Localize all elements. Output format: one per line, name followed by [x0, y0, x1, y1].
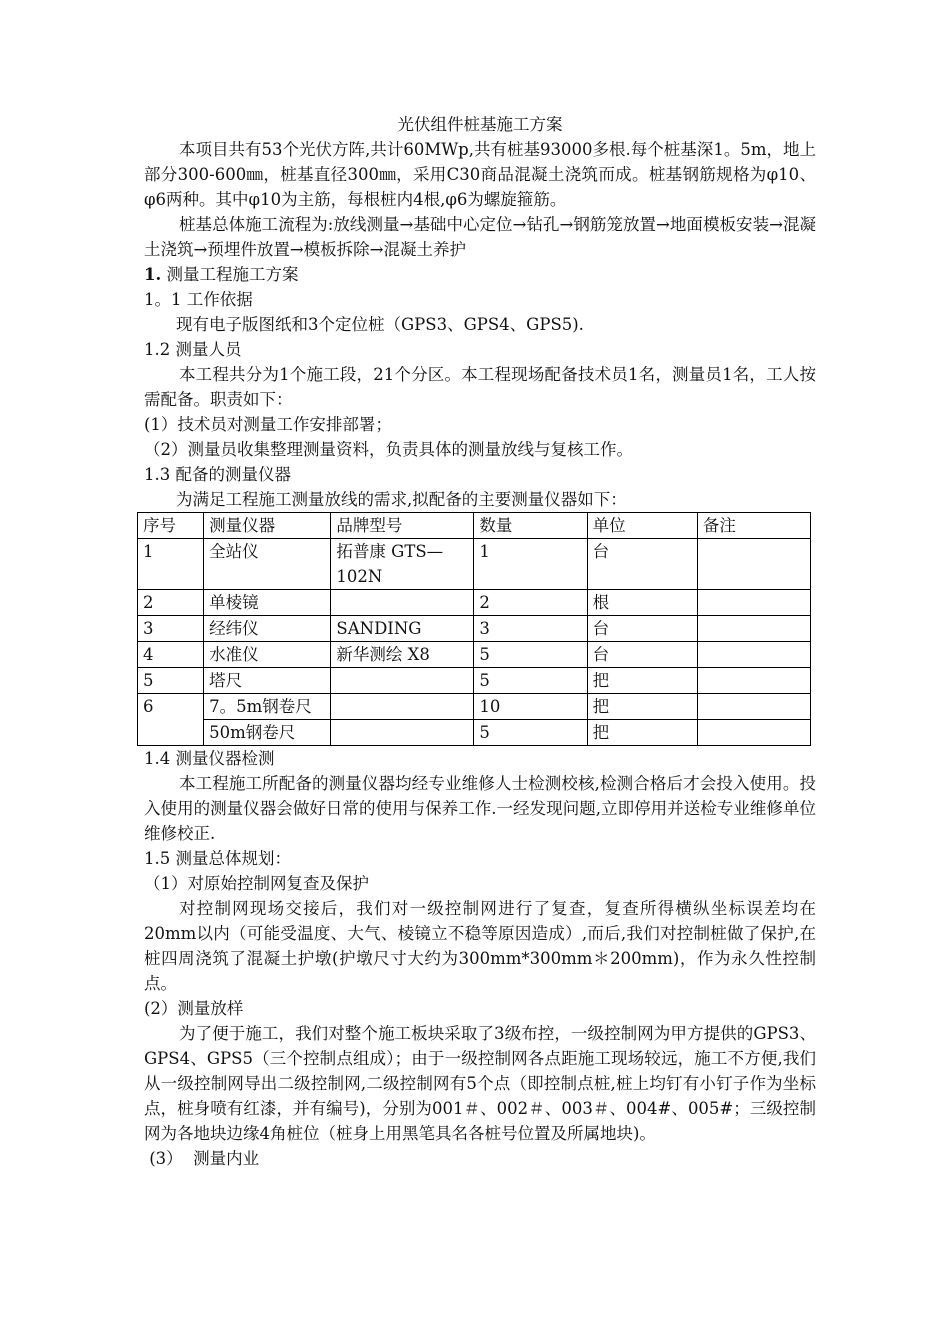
section-1-title: 测量工程施工方案	[166, 265, 299, 284]
table-cell: 3	[138, 616, 204, 642]
table-cell: 全站仪	[204, 539, 331, 590]
section-1-heading	[144, 262, 816, 287]
table-cell	[697, 616, 810, 642]
table-cell: 7。5m钢卷尺	[204, 694, 331, 720]
table-cell: 水准仪	[204, 642, 331, 668]
table-cell	[697, 539, 810, 590]
table-header-cell: 备注	[697, 513, 810, 539]
table-cell	[331, 720, 474, 746]
subsection-1-text: 对控制网现场交接后，我们对一级控制网进行了复查，复查所得横纵坐标误差均在20mm以内（可能受温度、大气、棱镜立不稳等原因造成）,而后,我们对控制桩做了保护,在桩四周浇筑了混凝土护墩(护墩尺寸大约为300mm*300mm＊200mm)，作为永久性控制点。	[144, 899, 816, 993]
intro-paragraph: 本项目共有53个光伏方阵,共计60MWp,共有桩基93000多根.每个桩基深1。5m，地上部分300-600㎜，桩基直径300㎜，采用C30商品混凝土浇筑而成。桩基钢筋规格为φ10、φ6两种。其中φ10为主筋，每根桩内4根,φ6为螺旋箍筋。	[144, 140, 816, 209]
table-cell	[697, 590, 810, 616]
table-cell: 5	[138, 668, 204, 694]
instrument-table	[137, 512, 811, 746]
table-cell: 50m钢卷尺	[204, 720, 331, 746]
table-row	[138, 720, 811, 746]
table-row	[138, 694, 811, 720]
section-1-5-heading: 1.5 测量总体规划：	[144, 849, 291, 868]
section-1-1-heading: 1。1 工作依据	[144, 290, 253, 309]
subsection-1-heading: （1）对原始控制网复查及保护	[144, 874, 369, 893]
table-cell	[697, 694, 810, 720]
table-cell: 5	[474, 668, 587, 694]
table-header-cell: 品牌型号	[331, 513, 474, 539]
table-cell: 经纬仪	[204, 616, 331, 642]
table-header-cell: 单位	[587, 513, 697, 539]
table-row	[138, 642, 811, 668]
section-1-4-heading: 1.4 测量仪器检测	[144, 749, 275, 768]
duty-item-1: (1）技术员对测量工作安排部署；	[144, 415, 392, 434]
duty-item-2: （2）测量员收集整理测量资料，负责具体的测量放线与复核工作。	[144, 440, 633, 459]
table-cell: 单棱镜	[204, 590, 331, 616]
table-header-row	[138, 513, 811, 539]
section-1-number: 1.	[144, 265, 162, 284]
table-cell: 台	[587, 642, 697, 668]
section-1-3-heading: 1.3 配备的测量仪器	[144, 465, 291, 484]
section-1-3-text: 为满足工程施工测量放线的需求,拟配备的主要测量仪器如下：	[176, 490, 627, 509]
page-title: 光伏组件桩基施工方案	[397, 115, 563, 134]
table-cell: 把	[587, 720, 697, 746]
table-cell: 把	[587, 694, 697, 720]
table-header-cell: 数量	[474, 513, 587, 539]
table-cell: 5	[474, 720, 587, 746]
table-cell: 根	[587, 590, 697, 616]
section-1-2-text: 本工程共分为1个施工段，21个分区。本工程现场配备技术员1名，测量员1名，工人按需配备。职责如下：	[144, 365, 816, 409]
table-cell	[331, 694, 474, 720]
table-header-cell: 测量仪器	[204, 513, 331, 539]
table-cell: 5	[474, 642, 587, 668]
flow-paragraph: 桩基总体施工流程为:放线测量→基础中心定位→钻孔→钢筋笼放置→地面模板安装→混凝土浇筑→预埋件放置→模板拆除→混凝土养护	[144, 215, 816, 259]
section-1-2-heading: 1.2 测量人员	[144, 340, 242, 359]
section-1-1-text: 现有电子版图纸和3个定位桩（GPS3、GPS4、GPS5).	[176, 315, 584, 334]
table-row	[138, 539, 811, 590]
table-cell: 6	[138, 694, 204, 746]
table-cell	[331, 590, 474, 616]
table-cell: SANDING	[331, 616, 474, 642]
document-page	[144, 112, 816, 1171]
table-cell: 把	[587, 668, 697, 694]
table-cell: 10	[474, 694, 587, 720]
subsection-2-text: 为了便于施工，我们对整个施工板块采取了3级布控，一级控制网为甲方提供的GPS3、GPS4、GPS5（三个控制点组成）；由于一级控制网各点距施工现场较远，施工不方便,我们从一级控制网导出二级控制网,二级控制网有5个点（即控制点桩,桩上均钉有小钉子作为坐标点，桩身喷有红漆，并有编号)，分别为001＃、002＃、003＃、004#、005#；三级控制网为各地块边缘4角桩位（桩身上用黑笔具名各桩号位置及所属地块)。	[144, 1024, 816, 1143]
table-cell: 1	[138, 539, 204, 590]
table-cell	[697, 668, 810, 694]
table-cell	[331, 668, 474, 694]
table-cell: 新华测绘 X8	[331, 642, 474, 668]
section-1-4-text: 本工程施工所配备的测量仪器均经专业维修人士检测校核,检测合格后才会投入使用。投入使用的测量仪器会做好日常的使用与保养工作.一经发现问题,立即停用并送检专业维修单位维修校正.	[144, 774, 816, 843]
table-cell: 4	[138, 642, 204, 668]
table-cell: 2	[474, 590, 587, 616]
table-cell: 塔尺	[204, 668, 331, 694]
table-cell	[697, 642, 810, 668]
table-row	[138, 668, 811, 694]
table-row	[138, 590, 811, 616]
table-cell: 台	[587, 616, 697, 642]
table-cell: 3	[474, 616, 587, 642]
table-cell: 1	[474, 539, 587, 590]
table-cell: 台	[587, 539, 697, 590]
table-cell: 2	[138, 590, 204, 616]
table-cell	[697, 720, 810, 746]
table-row	[138, 616, 811, 642]
subsection-2-heading: (2）测量放样	[144, 999, 244, 1018]
table-cell: 拓普康 GTS—102N	[331, 539, 474, 590]
table-header-cell: 序号	[138, 513, 204, 539]
subsection-3-heading: (3） 测量内业	[144, 1149, 260, 1168]
